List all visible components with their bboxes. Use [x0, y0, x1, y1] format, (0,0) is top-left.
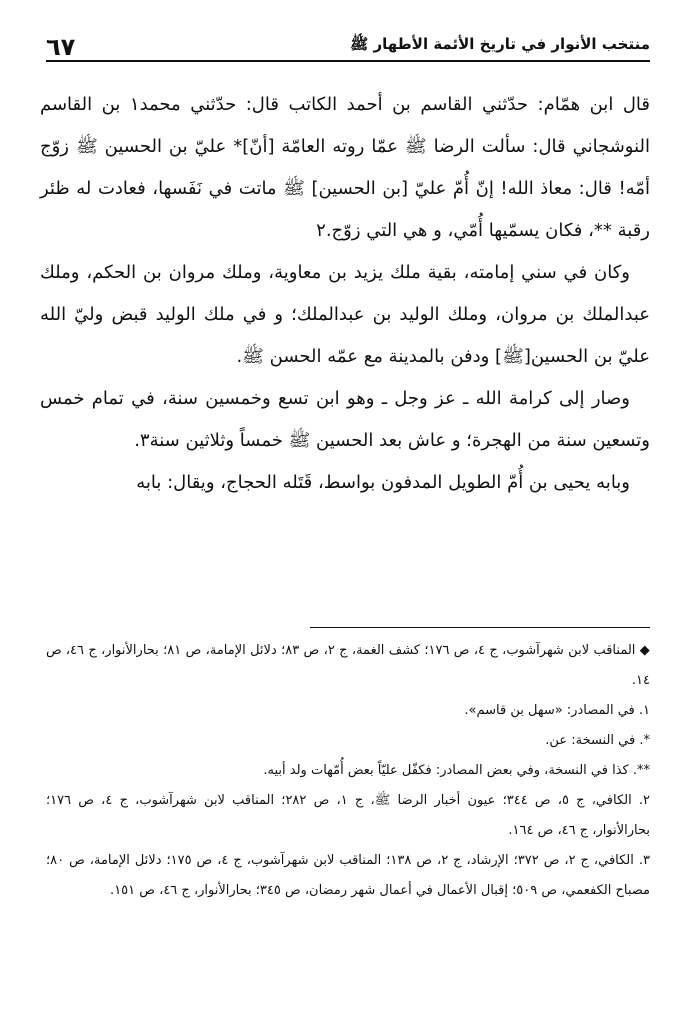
paragraph: وصار إلى كرامة الله ـ عز وجل ـ وهو ابن تسع وخمسين سنة، في تمام خمس وتسعين سنة من الهجرة؛ و عاش بعد الحسين ﷺ خمساً وثلاثين سنة٣. [40, 388, 650, 451]
footnotes [46, 636, 650, 906]
footnote: ٣. الكافي، ج ٢، ص ٣٧٢؛ الإرشاد، ج ٢، ص ١٣٨؛ المناقب لابن شهرآشوب، ج ٤، ص ١٧٥؛ دلائل الإمامة، ص ٨٠؛ مصباح الكفعمي، ص ٥٠٩؛ إقبال الأعمال في أعمال شهر رمضان، ص ٣٤٥؛ بحارالأنوار، ج ٤٦، ص ١٥١. [46, 853, 650, 898]
paragraph: قال ابن همّام: حدّثني القاسم بن أحمد الكاتب قال: حدّثني محمد١ بن القاسم النوشجاني قال: سألت الرضا ﷺ عمّا روته العامّة [أنّ]* عليّ بن الحسين ﷺ زوّج أمّه! قال: معاذ الله! إنّ أُمّ عليّ [بن الحسين] ﷺ ماتت في نَفَسها، فعادت له ظئر رقبة **، فكان يسمّيها أُمّي، و هي التي زوّج.٢ [40, 94, 651, 241]
footnote-divider [310, 627, 650, 628]
page-number: ٦٧ [46, 33, 76, 61]
footnote: *. في النسخة: عن. [545, 733, 650, 748]
footnote: ◆ المناقب لابن شهرآشوب، ج ٤، ص ١٧٦؛ كشف الغمة، ج ٢، ص ٨٣؛ دلائل الإمامة، ص ٨١؛ بحارالأنوار، ج ٤٦، ص ١٤. [46, 643, 650, 688]
footnote: ١. في المصادر: «سهل بن قاسم». [464, 703, 650, 718]
paragraph: وكان في سني إمامته، بقية ملك يزيد بن معاوية، وملك مروان بن الحكم، وملك عبدالملك بن مروان، وملك الوليد بن عبدالملك؛ و في ملك الوليد قبض وليّ الله عليّ بن الحسين[ﷺ] ودفن بالمدينة مع عمّه الحسن ﷺ. [40, 262, 650, 367]
footnote: **. كذا في النسخة، وفي بعض المصادر: فكفّل عليّاً بعض أُمّهات ولد أبيه. [263, 763, 650, 778]
running-header [46, 30, 650, 62]
paragraph: وبابه يحيى بن أُمّ الطويل المدفون بواسط، قَتَله الحجاج، ويقال: بابه [136, 472, 630, 493]
running-title: منتخب الأنوار في تاريخ الأئمة الأطهار ﷺ [350, 35, 650, 53]
main-text [40, 84, 650, 504]
footnote: ٢. الكافي، ج ٥، ص ٣٤٤؛ عيون أخبار الرضا ﷺ، ج ١، ص ٢٨٢؛ المناقب لابن شهرآشوب، ج ٤، ص ١٧٦؛ بحارالأنوار، ج ٤٦، ص ١٦٤. [46, 793, 650, 838]
